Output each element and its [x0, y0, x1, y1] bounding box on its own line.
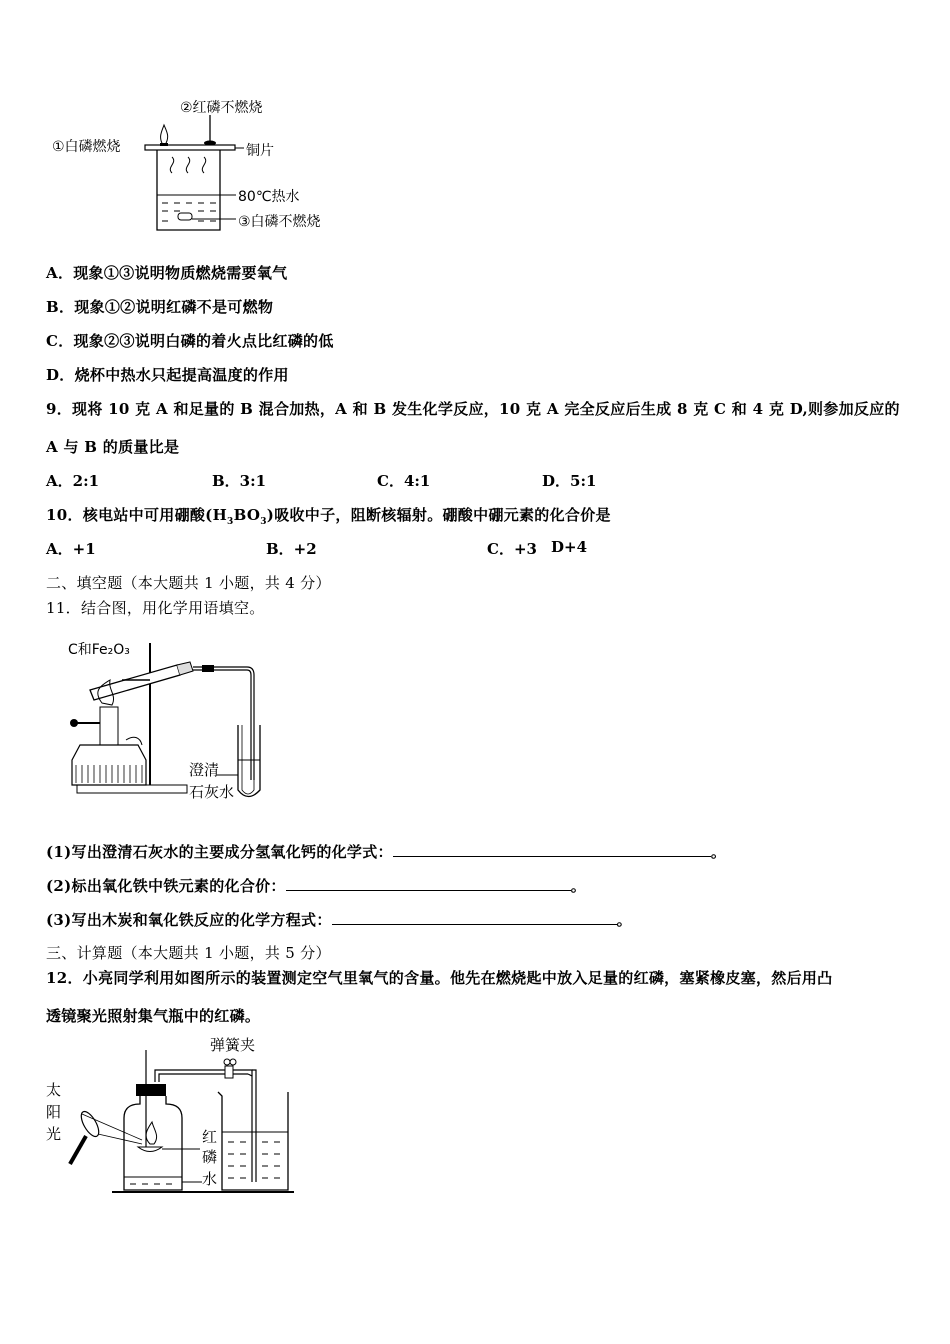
combustion-figure — [50, 95, 350, 240]
q9-option-d: D．5:1 — [542, 472, 597, 490]
q11-sub2-text: (2)标出氧化铁中铁元素的化合价： — [46, 877, 286, 895]
reduction-apparatus-figure — [62, 635, 282, 805]
q8-option-d: D．烧杯中热水只起提高温度的作用 — [46, 366, 289, 384]
fig1-label-bottom: ③白磷不燃烧 — [238, 214, 321, 230]
q9-stem-line1: 9．现将 10 克 A 和足量的 B 混合加热，A 和 B 发生化学反应，10 克 A 完全反应后生成 8 克 C 和 4 克 D,则参加反应的 — [46, 400, 900, 418]
q10-stem-a: 10．核电站中可用硼酸(H — [46, 506, 228, 524]
fig1-label-copper: 铜片 — [246, 143, 274, 159]
q11-sub3-text: (3)写出木炭和氧化铁反应的化学方程式： — [46, 911, 332, 929]
q11-sub1-text: (1)写出澄清石灰水的主要成分氢氧化钙的化学式： — [46, 843, 393, 861]
q10-option-d: D+4 — [551, 538, 588, 556]
q9-option-c: C．4:1 — [377, 472, 431, 490]
fig2-label-lime1: 澄清 — [189, 761, 220, 779]
fig3-label-p2: 磷 — [202, 1148, 218, 1166]
fig2-label-top: C和Fe₂O₃ — [68, 642, 130, 658]
q11-sub3 — [46, 909, 632, 930]
q9-option-b: B．3:1 — [212, 472, 267, 490]
q10-option-a: A．+1 — [46, 540, 96, 558]
section-2-heading: 二、填空题（本大题共 1 小题，共 4 分） — [46, 574, 331, 592]
q11-answer-blank-3[interactable] — [332, 910, 617, 925]
q9-option-a: A．2:1 — [46, 472, 100, 490]
q8-option-c: C．现象②③说明白磷的着火点比红磷的低 — [46, 332, 334, 350]
q12-stem-line2: 透镜聚光照射集气瓶中的红磷。 — [46, 1007, 261, 1025]
q10-stem — [46, 504, 611, 527]
q9-stem-line2: A 与 B 的质量比是 — [46, 438, 180, 456]
fig3-label-sun3: 光 — [46, 1125, 62, 1143]
q10-stem-b: BO — [233, 506, 261, 524]
q11-sub1-end: 。 — [710, 843, 727, 861]
q11-sub2-end: 。 — [570, 877, 587, 895]
q11-answer-blank-2[interactable] — [286, 876, 571, 891]
oxygen-measurement-figure — [42, 1032, 302, 1197]
q10-option-c: C．+3 — [487, 540, 537, 558]
q10-option-b: B．+2 — [266, 540, 317, 558]
fig2-label-lime2: 石灰水 — [189, 783, 235, 801]
q8-option-b: B．现象①②说明红磷不是可燃物 — [46, 298, 274, 316]
fig3-label-p1: 红 — [202, 1128, 218, 1146]
fig1-label-left: ①白磷燃烧 — [52, 139, 121, 155]
fig3-label-sun2: 阳 — [46, 1103, 62, 1121]
q10-sub2: 3 — [260, 517, 267, 527]
q10-sub1: 3 — [227, 517, 234, 527]
q11-stem: 11．结合图，用化学用语填空。 — [46, 599, 265, 617]
fig1-label-top: ②红磷不燃烧 — [180, 100, 263, 116]
q11-sub1 — [46, 841, 726, 862]
fig1-label-water: 80℃热水 — [238, 189, 300, 205]
section-3-heading: 三、计算题（本大题共 1 小题，共 5 分） — [46, 944, 331, 962]
fig3-label-water: 水 — [202, 1170, 218, 1188]
q12-stem-line1: 12．小亮同学利用如图所示的装置测定空气里氧气的含量。他先在燃烧匙中放入足量的红磷，塞紧橡皮塞，然后用凸 — [46, 969, 833, 987]
q11-sub2 — [46, 875, 586, 896]
q11-sub3-end: 。 — [616, 911, 632, 929]
q10-stem-c: )吸收中子，阻断核辐射。硼酸中硼元素的化合价是 — [266, 506, 611, 524]
q11-answer-blank-1[interactable] — [393, 842, 711, 857]
fig3-label-clip: 弹簧夹 — [210, 1036, 256, 1054]
q8-option-a: A．现象①③说明物质燃烧需要氧气 — [46, 264, 288, 282]
fig3-label-sun1: 太 — [46, 1081, 62, 1099]
